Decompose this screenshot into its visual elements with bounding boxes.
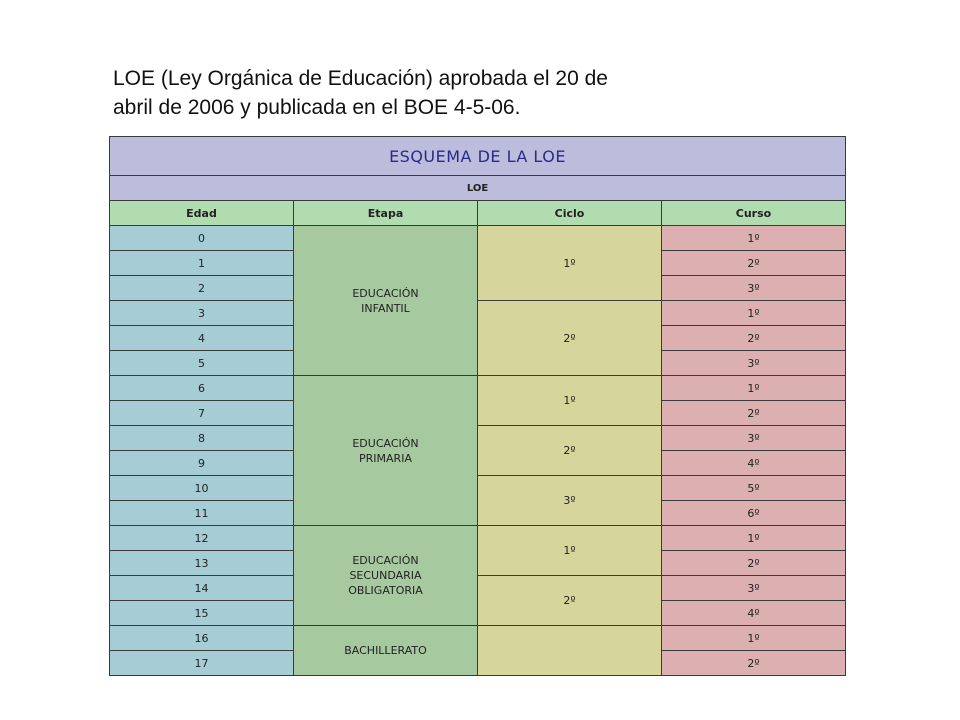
etapa-line: EDUCACIÓN [352, 554, 419, 567]
edad-cell: 14 [110, 576, 294, 601]
curso-cell: 2º [662, 401, 846, 426]
curso-cell: 5º [662, 476, 846, 501]
ciclo-cell: 1º [478, 376, 662, 426]
curso-cell: 4º [662, 601, 846, 626]
ciclo-cell: 1º [478, 526, 662, 576]
curso-cell: 6º [662, 501, 846, 526]
edad-cell: 16 [110, 626, 294, 651]
edad-cell: 11 [110, 501, 294, 526]
table-row [110, 576, 846, 601]
edad-cell: 17 [110, 651, 294, 676]
edad-cell: 9 [110, 451, 294, 476]
edad-cell: 15 [110, 601, 294, 626]
ciclo-cell: 2º [478, 576, 662, 626]
table-subtitle: LOE [110, 176, 846, 201]
edad-cell: 12 [110, 526, 294, 551]
etapa-line: EDUCACIÓN [352, 436, 419, 450]
curso-cell: 1º [662, 626, 846, 651]
page-heading [113, 64, 713, 122]
etapa-cell-bachillerato [294, 626, 478, 676]
curso-cell: 1º [662, 226, 846, 251]
table-row [110, 226, 846, 251]
etapa-cell-infantil [294, 226, 478, 376]
curso-cell: 3º [662, 576, 846, 601]
ciclo-cell: 1º [478, 226, 662, 301]
curso-cell: 1º [662, 376, 846, 401]
edad-cell: 1 [110, 251, 294, 276]
table-row [110, 526, 846, 551]
header-curso: Curso [662, 201, 846, 226]
edad-cell: 7 [110, 401, 294, 426]
table-row [110, 301, 846, 326]
etapa-line: SECUNDARIA [349, 569, 422, 582]
heading-line-2: abril de 2006 y publicada en el BOE 4-5-06. [113, 96, 521, 119]
edad-cell: 2 [110, 276, 294, 301]
edad-cell: 13 [110, 551, 294, 576]
header-etapa: Etapa [294, 201, 478, 226]
curso-cell: 2º [662, 551, 846, 576]
ciclo-cell: 3º [478, 476, 662, 526]
table-row [110, 426, 846, 451]
etapa-line: EDUCACIÓN [352, 286, 419, 300]
ciclo-cell [478, 626, 662, 676]
edad-cell: 10 [110, 476, 294, 501]
etapa-cell-primaria [294, 376, 478, 526]
edad-cell: 6 [110, 376, 294, 401]
table-row [110, 476, 846, 501]
edad-cell: 5 [110, 351, 294, 376]
etapa-line: PRIMARIA [359, 451, 412, 465]
curso-cell: 4º [662, 451, 846, 476]
table-row [110, 626, 846, 651]
table-row [110, 376, 846, 401]
edad-cell: 0 [110, 226, 294, 251]
curso-cell: 2º [662, 651, 846, 676]
etapa-cell-secundaria [294, 526, 478, 626]
etapa-line: INFANTIL [361, 301, 410, 315]
heading-line-1: LOE (Ley Orgánica de Educación) aprobada el 20 de [113, 67, 608, 90]
header-ciclo: Ciclo [478, 201, 662, 226]
curso-cell: 2º [662, 251, 846, 276]
curso-cell: 2º [662, 326, 846, 351]
ciclo-cell: 2º [478, 426, 662, 476]
curso-cell: 1º [662, 301, 846, 326]
table-title: ESQUEMA DE LA LOE [110, 137, 846, 176]
edad-cell: 8 [110, 426, 294, 451]
etapa-line: BACHILLERATO [344, 644, 427, 657]
curso-cell: 3º [662, 351, 846, 376]
etapa-line: OBLIGATORIA [348, 584, 423, 597]
header-edad: Edad [110, 201, 294, 226]
curso-cell: 3º [662, 426, 846, 451]
ciclo-cell: 2º [478, 301, 662, 376]
curso-cell: 3º [662, 276, 846, 301]
curso-cell: 1º [662, 526, 846, 551]
edad-cell: 4 [110, 326, 294, 351]
loe-scheme-table [109, 136, 846, 676]
edad-cell: 3 [110, 301, 294, 326]
